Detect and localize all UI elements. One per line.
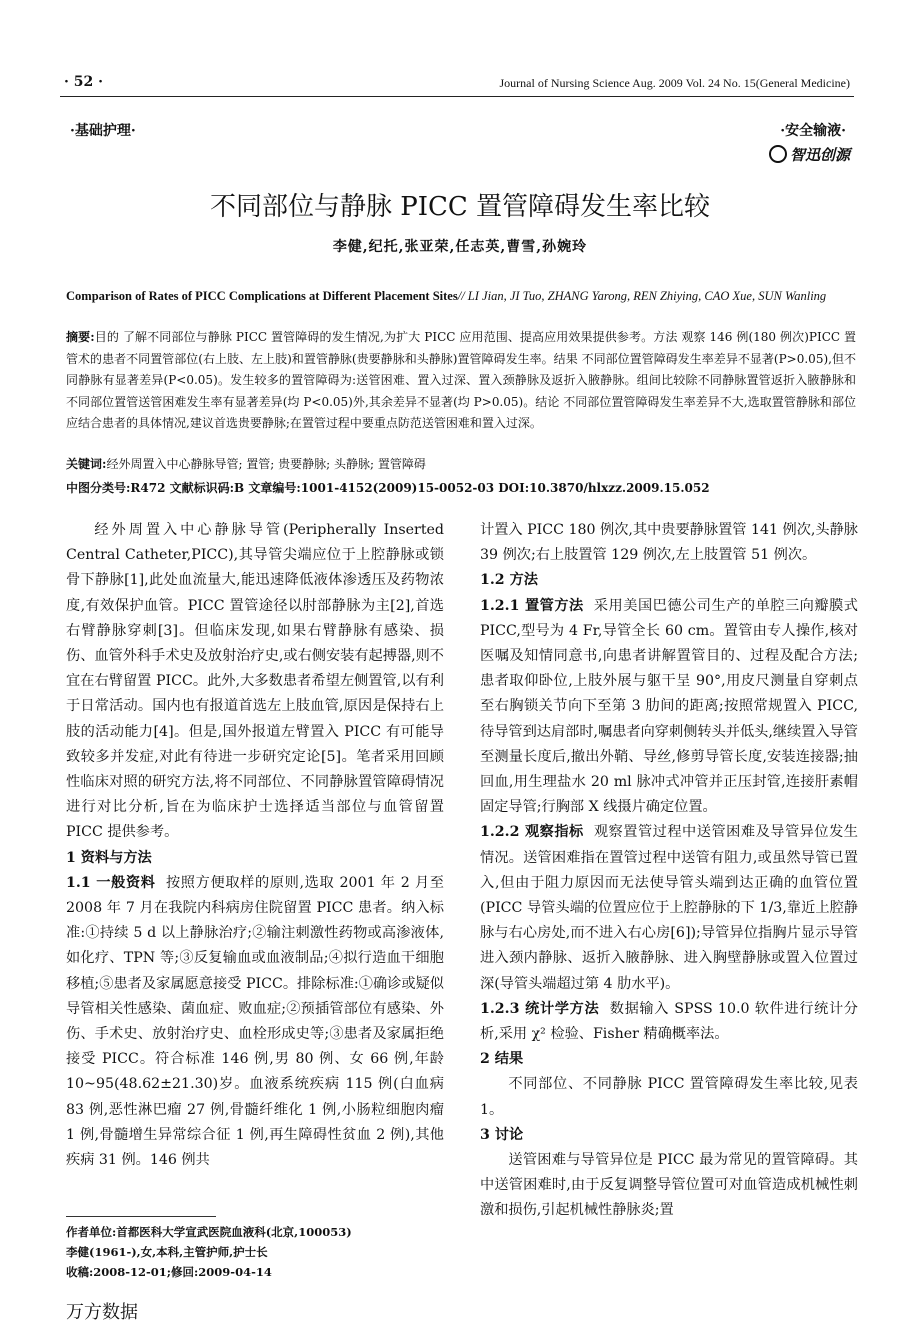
heading-1-1: 1.1 一般资料 [66, 874, 156, 891]
header-rule [60, 96, 854, 97]
keywords-text: 经外周置入中心静脉导管; 置管; 贵要静脉; 头静脉; 置管障碍 [106, 457, 426, 471]
paragraph-1-2-3: 数据输入 SPSS 10.0 软件进行统计分析,采用 χ² 检验、Fisher 精确概率法。 [480, 1000, 858, 1043]
heading-1-2: 1.2 方法 [480, 572, 538, 589]
classification-line: 中图分类号:R472 文献标识码:B 文章编号:1001-4152(2009)15-0052-03 DOI:10.3870/hlxzz.2009.15.052 [66, 481, 710, 495]
abstract-text: 目的 了解不同部位与静脉 PICC 置管障碍的发生情况,为扩大 PICC 应用范围、提高应用效果提供参考。方法 观察 146 例(180 例次)PICC 置管术的患者不同置管部位(右上肢、左上肢)和置管静脉(贵要静脉和头静脉)置管障碍发生率。结果 不同部位置管障碍发生率差异不显著(P>0.05),但不同静脉有显著差异(P<0.05)。发生较多的置管障碍为:送管困难、置入过深、置入颈静脉及返折入腋静脉。组间比较除不同静脉置管返折入腋静脉和不同部位置管送管困难发生率有显著差异(均 P<0.05)外,其余差异不显著(均 P>0.05)。结论 不同部位置管障碍发生率差异不大,选取置管静脉和部位应结合患者的具体情况,建议首选贵要静脉;在置管过程中要重点防范送管困难和置入过深。 [66, 330, 857, 430]
keywords [66, 455, 856, 472]
subsection-1-1 [66, 871, 444, 1173]
subsection-1-2-2 [480, 820, 858, 996]
english-title [66, 285, 856, 307]
heading-2: 2 结果 [480, 1051, 524, 1068]
paragraph-1-1: 按照方便取样的原则,选取 2001 年 2 月至 2008 年 7 月在我院内科病房住院留置 PICC 患者。纳入标准:①持续 5 d 以上静脉治疗;②输注刺激性药物或高渗液体,如化疗、TPN 等;③反复输血或血液制品;④拟行造血干细胞移植;⑤患者及家属愿意接受 PICC。排除标准:①确诊或疑似导管相关性感染、菌血症、败血症;②预插管部位有感染、外伤、手术史、放射治疗史、血栓形成史等;③患者及家属拒绝接受 PICC。符合标准 146 例,男 80 例、女 66 例,年龄 10~95(48.62±21.30)岁。血液系统疾病 115 例(白血病 83 例,恶性淋巴瘤 27 例,骨髓纤维化 1 例,小肠粒细胞肉瘤 1 例,骨髓增生异常综合征 1 例,再生障碍性贫血 2 例),其他疾病 31 例。146 例共 [66, 874, 444, 1169]
english-authors: // LI Jian, JI Tuo, ZHANG Yarong, REN Zhiying, CAO Xue, SUN Wanling [457, 289, 827, 303]
footnote-rule [66, 1216, 216, 1217]
paragraph-1-2-2: 观察置管过程中送管困难及导管异位发生情况。送管困难指在置管过程中送管有阻力,或虽然导管已置入,但由于阻力原因而无法使导管头端到达正确的血管位置(PICC 导管头端的位置应位于上腔静脉的下 1/3,靠近上腔静脉与右心房处,而不进入右心房[6]);导管异位指胸片显示导管进入颈内静脉、返折入腋静脉、进入胸壁静脉或置入位置过深(导管头端超过第 4 肋水平)。 [480, 824, 858, 992]
footnote-unit: 作者单位:首都医科大学宣武医院血液科(北京,100053) [66, 1225, 352, 1239]
heading-1-2-3: 1.2.3 统计学方法 [480, 1000, 600, 1017]
section-tag-right: ·安全输液· [780, 123, 846, 139]
english-title-text: Comparison of Rates of PICC Complications at Different Placement Sites [66, 289, 458, 303]
section-tag-left: ·基础护理· [70, 123, 136, 139]
article-authors: 李健,纪托,张亚荣,任志英,曹雪,孙婉玲 [332, 239, 588, 255]
subsection-1-2-1 [480, 594, 858, 821]
abstract [66, 327, 856, 435]
page-number: · 52 · [64, 74, 103, 90]
abstract-label: 摘要: [66, 330, 95, 344]
article-title: 不同部位与静脉 PICC 置管障碍发生率比较 [209, 192, 711, 222]
journal-header: Journal of Nursing Science Aug. 2009 Vol. 24 No. 15(General Medicine) [499, 76, 850, 90]
footnote-dates: 收稿:2008-12-01;修回:2009-04-14 [66, 1265, 272, 1279]
heading-1: 1 资料与方法 [66, 849, 152, 866]
subsection-1-2-3 [480, 997, 858, 1047]
wanfang-watermark: 万方数据 [66, 1302, 138, 1323]
heading-1-2-2: 1.2.2 观察指标 [480, 824, 584, 841]
paragraph-cont: 计置入 PICC 180 例次,其中贵要静脉置管 141 例次,头静脉 39 例次;右上肢置管 129 例次,左上肢置管 51 例次。 [480, 522, 858, 564]
paragraph-2: 不同部位、不同静脉 PICC 置管障碍发生率比较,见表 1。 [480, 1076, 858, 1118]
paragraph-1-2-1: 采用美国巴德公司生产的单腔三向瓣膜式 PICC,型号为 4 Fr,导管全长 60 cm。置管由专人操作,核对医嘱及知情同意书,向患者讲解置管目的、过程及配合方法;患者取仰卧位,上肢外展与躯干呈 90°,用皮尺测量自穿刺点至右胸锁关节向下至第 3 肋间的距离;按照常规置入 PICC,待导管到达肩部时,嘱患者向穿刺侧转头并低头,继续置入导管至测量长度后,撤出外鞘、导丝,修剪导管长度,安装连接器;抽回血,用生理盐水 20 ml 脉冲式冲管并正压封管,连接肝素帽固定导管;行胸部 X 线摄片确定位置。 [480, 597, 858, 816]
paragraph-3: 送管困难与导管异位是 PICC 最为常见的置管障碍。其中送管困难时,由于反复调整导管位置可对血管造成机械性刺激和损伤,引起机械性静脉炎;置 [480, 1152, 858, 1219]
right-column [480, 518, 858, 1224]
intro-paragraph: 经外周置入中心静脉导管(Peripherally Inserted Central Catheter,PICC),其导管尖端应位于上腔静脉或锁骨下静脉[1],此处血流量大,能迅速降低液体渗透压及药物浓度,有效保护血管。PICC 置管途径以肘部静脉为主[2],首选右臂静脉穿刺[3]。但临床发现,如果右臂静脉有感染、损伤、血管外科手术史及放射治疗史,或右侧安装有起搏器,则不宜在右臂留置 PICC。此外,大多数患者希望左侧置管,以有利于日常活动。国内也有报道首选左上肢血管,原因是保持右上肢的活动能力[4]。但是,国外报道左臂置入 PICC 有可能导致较多并发症,对此有待进一步研究定论[5]。笔者采用回顾性临床对照的研究方法,将不同部位、不同静脉置管障碍情况进行对比分析,旨在为临床护士选择适当部位与血管留置 PICC 提供参考。 [66, 522, 444, 841]
left-column [66, 518, 444, 1173]
footnote-bio: 李健(1961-),女,本科,主管护师,护士长 [66, 1245, 268, 1259]
brand-logo [769, 144, 850, 165]
keywords-label: 关键词: [66, 457, 107, 471]
brand-icon [769, 145, 787, 163]
brand-text: 智迅创源 [789, 146, 850, 164]
heading-3: 3 讨论 [480, 1126, 524, 1143]
heading-1-2-1: 1.2.1 置管方法 [480, 597, 584, 614]
